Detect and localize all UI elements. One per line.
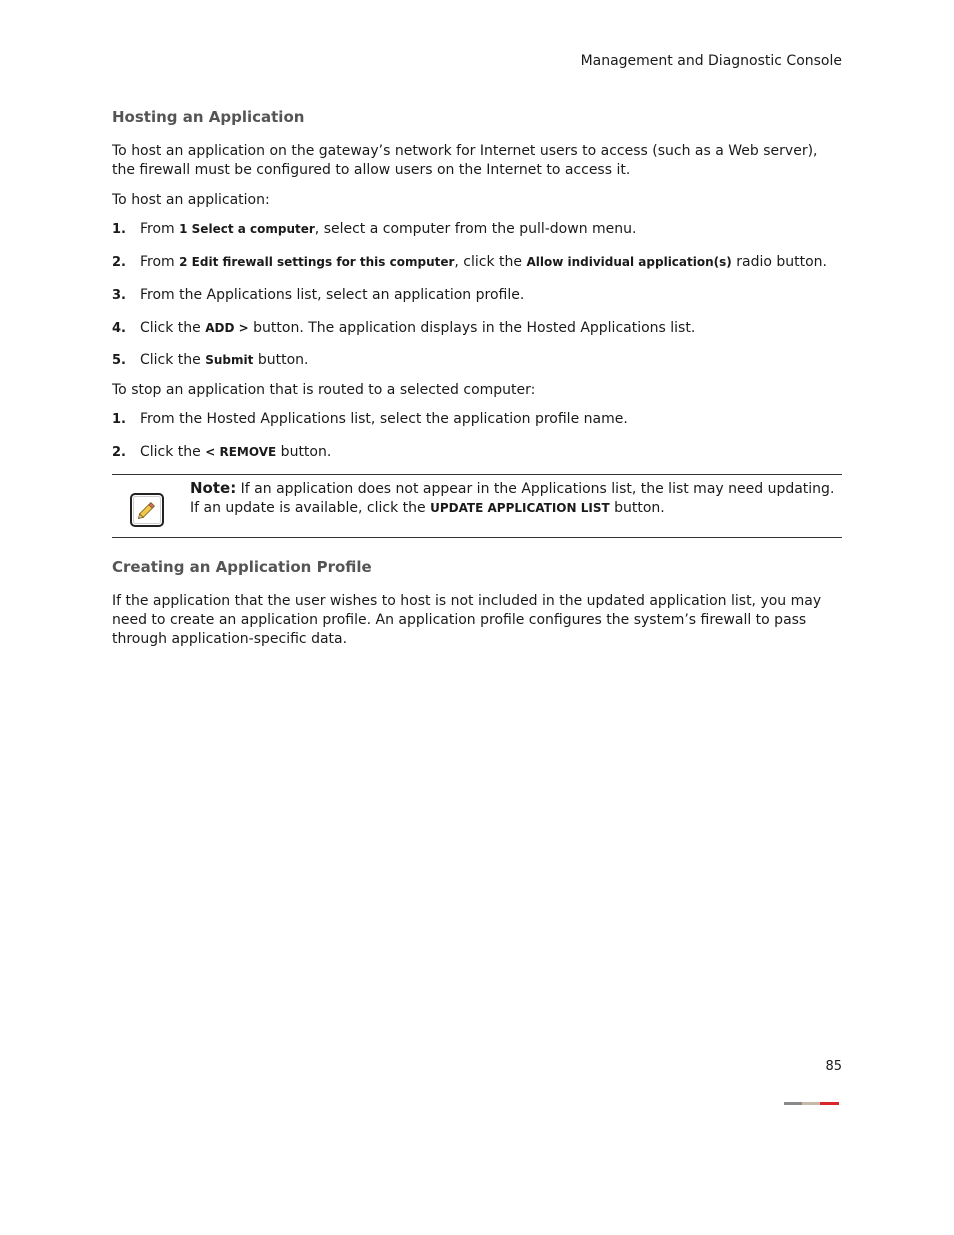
step-text: From 1 Select a computer, select a computer from the pull-down menu. (140, 221, 637, 237)
page-number: 85 (825, 1059, 842, 1074)
section-heading-hosting: Hosting an Application (112, 108, 305, 126)
ui-label-remove: < REMOVE (205, 445, 277, 459)
step-text: From 2 Edit firewall settings for this computer, click the Allow individual application(s) radio button. (140, 254, 827, 270)
footer-color-bar (784, 1102, 839, 1105)
step-number: 2. (112, 255, 126, 270)
step-number: 2. (112, 445, 126, 460)
step-text: Click the ADD > button. The application displays in the Hosted Applications list. (140, 320, 696, 336)
note-box (112, 474, 842, 538)
running-header: Management and Diagnostic Console (580, 53, 842, 69)
ui-label-update-list: UPDATE APPLICATION LIST (430, 501, 610, 515)
step-text: Click the < REMOVE button. (140, 444, 332, 460)
ui-label-select-computer: 1 Select a computer (179, 222, 315, 236)
step-text: Click the Submit button. (140, 352, 309, 368)
ui-label-edit-firewall: 2 Edit firewall settings for this computer (179, 255, 455, 269)
ui-label-allow-individual: Allow individual application(s) (526, 255, 732, 269)
step-text: From the Hosted Applications list, select the application profile name. (140, 411, 628, 427)
step-text: From the Applications list, select an application profile. (140, 287, 525, 303)
section-heading-creating: Creating an Application Profile (112, 558, 372, 576)
footer-bar-segment (820, 1102, 839, 1105)
creating-paragraph: If the application that the user wishes to host is not included in the updated application list, you may need to create an application profile. An application profile configures the system’s firewall to pass through application-specific data. (112, 593, 822, 647)
pencil-note-icon (130, 493, 164, 527)
ui-label-submit: Submit (205, 353, 254, 367)
lead-in-host: To host an application: (112, 192, 270, 208)
step-number: 3. (112, 288, 126, 303)
footer-bar-segment (784, 1102, 802, 1105)
note-text: Note: If an application does not appear in the Applications list, the list may need updating. If an update is available, click the UPDATE APPLICATION LIST button. (190, 479, 835, 516)
intro-paragraph: To host an application on the gateway’s network for Internet users to access (such as a Web server), the firewall must be configured to allow users on the Internet to access it. (112, 143, 818, 178)
lead-in-stop: To stop an application that is routed to a selected computer: (112, 382, 536, 398)
step-number: 5. (112, 353, 126, 368)
note-label: Note: (190, 479, 237, 497)
ui-label-add: ADD > (205, 321, 249, 335)
footer-bar-segment (802, 1102, 820, 1105)
step-number: 4. (112, 321, 126, 336)
step-number: 1. (112, 412, 126, 427)
step-number: 1. (112, 222, 126, 237)
